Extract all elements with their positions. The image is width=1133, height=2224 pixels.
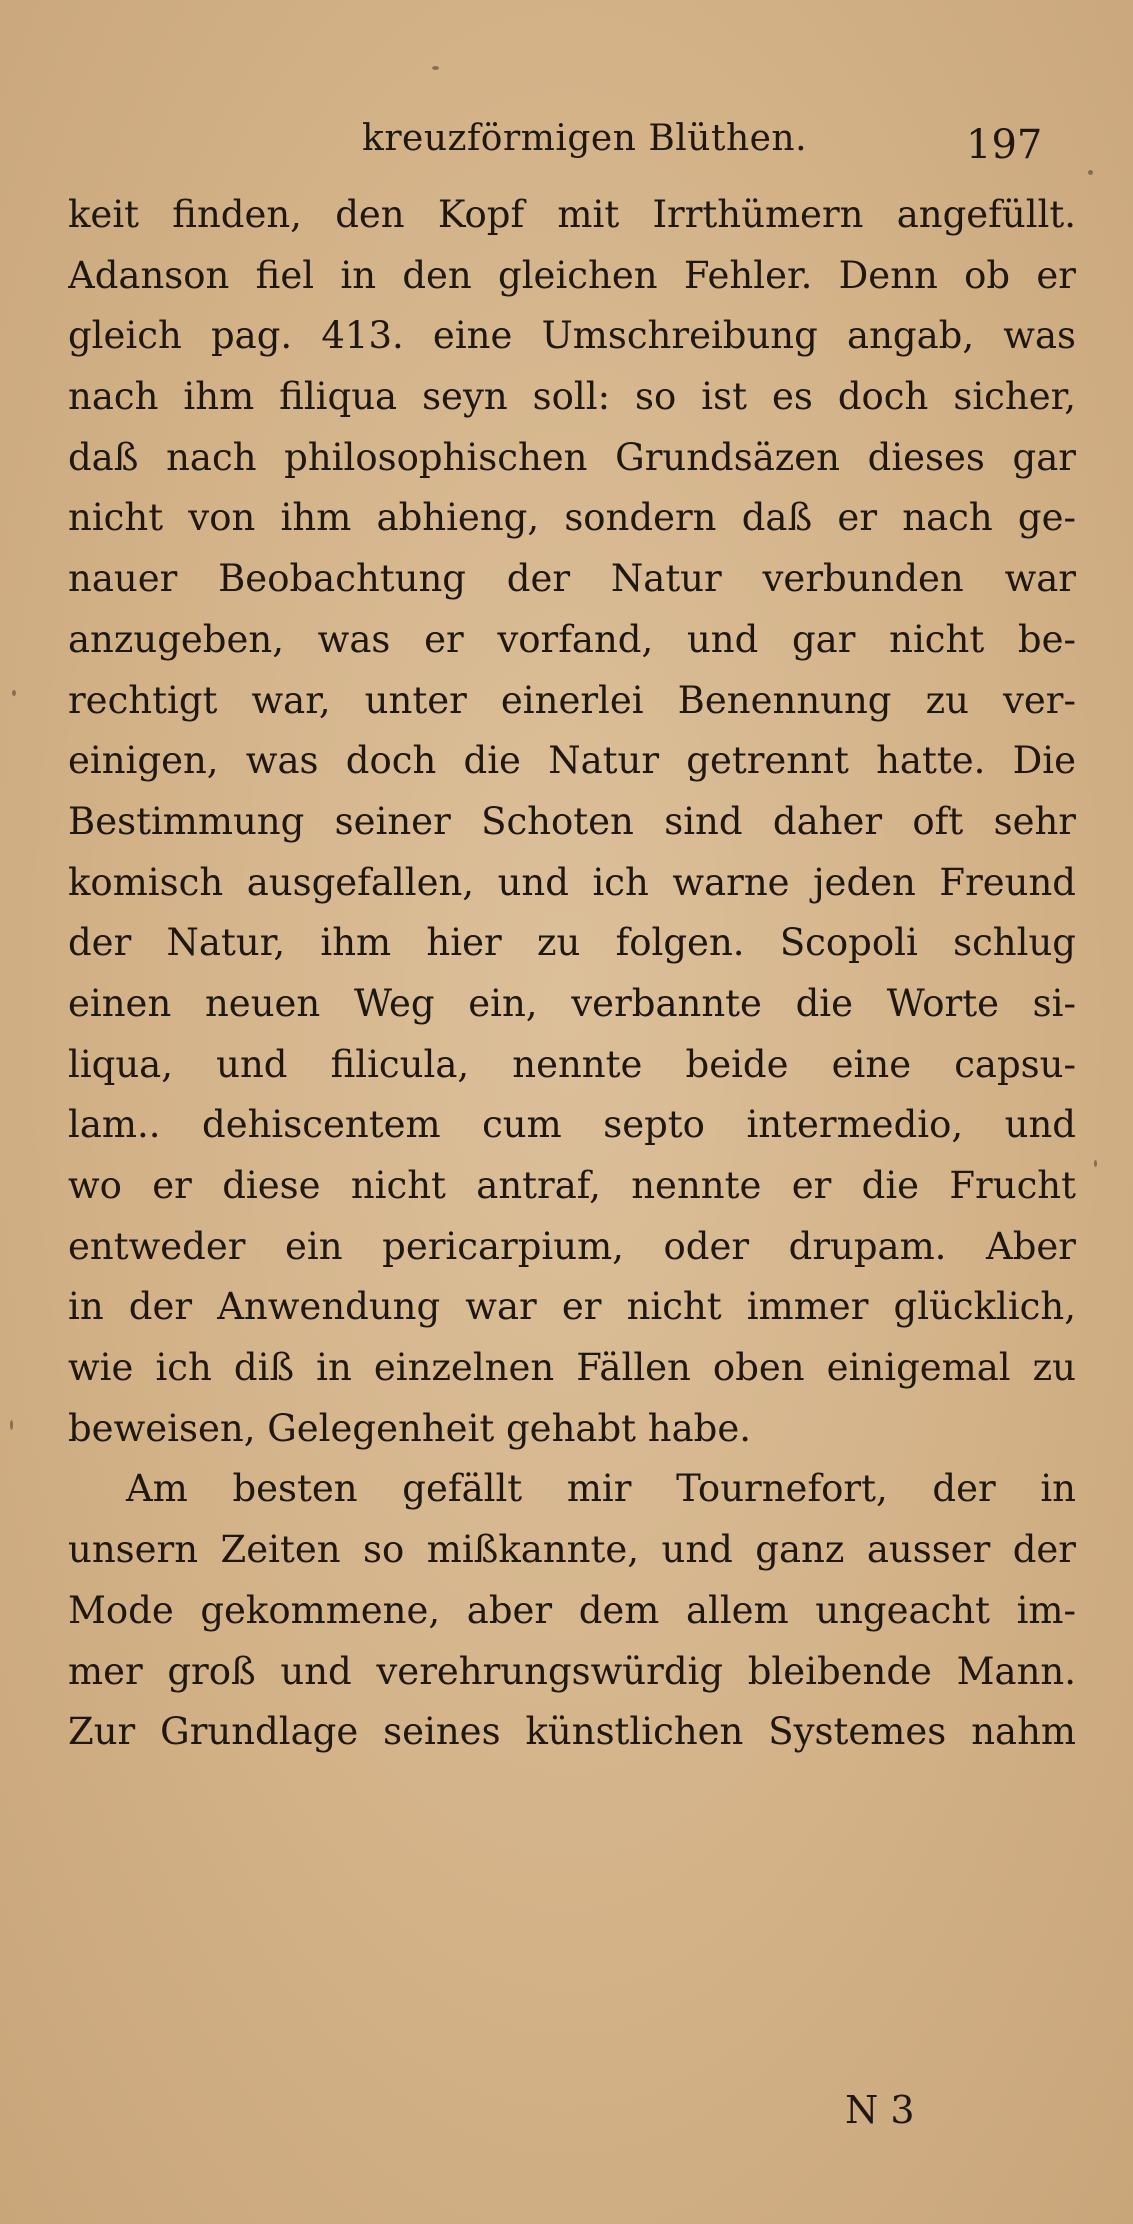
body-text [68,185,1076,1763]
text-line: Bestimmung seiner Schoten sind daher oft sehr [68,799,1076,843]
paper-speck [10,1420,13,1430]
text-line: rechtigt war, unter einerlei Benennung zu ver- [68,678,1076,722]
page-number: 197 [966,122,1043,168]
text-line: anzugeben, was er vorfand, und gar nicht be- [68,617,1076,661]
page-header [0,118,1133,178]
signature-mark: N 3 [845,2088,915,2132]
text-line: Mode gekommene, aber dem allem ungeacht im- [68,1588,1076,1632]
running-title: kreuzförmigen Blüthen. [362,118,808,159]
text-line: lam.. dehiscentem cum septo intermedio, und [68,1103,1076,1147]
text-line: Zur Grundlage seines künstlichen Systemes nahm [68,1710,1076,1754]
text-line: in der Anwendung war er nicht immer glücklich, [68,1285,1076,1329]
text-line: entweder ein pericarpium, oder drupam. Aber [68,1224,1076,1268]
text-line: liqua, und filicula, nennte beide eine capsu- [68,1042,1076,1086]
text-line: wo er diese nicht antraf, nennte er die Frucht [68,1164,1076,1207]
text-line: einen neuen Weg ein, verbannte die Worte si- [68,981,1076,1025]
paper-speck [12,690,16,696]
text-line: der Natur, ihm hier zu folgen. Scopoli schlug [68,921,1076,965]
text-line: komisch ausgefallen, und ich warne jeden Freund [68,860,1076,904]
text-line: nach ihm filiqua seyn soll: so ist es doch sicher, [68,375,1076,419]
text-line: Adanson fiel in den gleichen Fehler. Denn ob er [68,253,1076,297]
paper-speck [432,66,439,70]
text-line: Am besten gefällt mir Tournefort, der in [126,1467,1076,1511]
text-line: beweisen, Gelegenheit gehabt habe. [68,1406,752,1450]
text-line: gleich pag. 413. eine Umschreibung angab, was [68,314,1076,358]
paper-speck [1094,1160,1097,1167]
text-line: keit finden, den Kopf mit Irrthümern angefüllt. [68,193,1076,236]
text-line: daß nach philosophischen Grundsäzen dieses gar [68,435,1076,479]
text-line: nicht von ihm abhieng, sondern daß er nach ge- [68,496,1076,540]
text-line: mer groß und verehrungswürdig bleibende Mann. [68,1649,1076,1693]
text-line: unsern Zeiten so mißkannte, und ganz ausser der [68,1528,1076,1572]
text-line: wie ich diß in einzelnen Fällen oben einigemal zu [68,1346,1076,1390]
text-line: nauer Beobachtung der Natur verbunden war [68,557,1076,601]
text-line: einigen, was doch die Natur getrennt hatte. Die [68,739,1076,783]
